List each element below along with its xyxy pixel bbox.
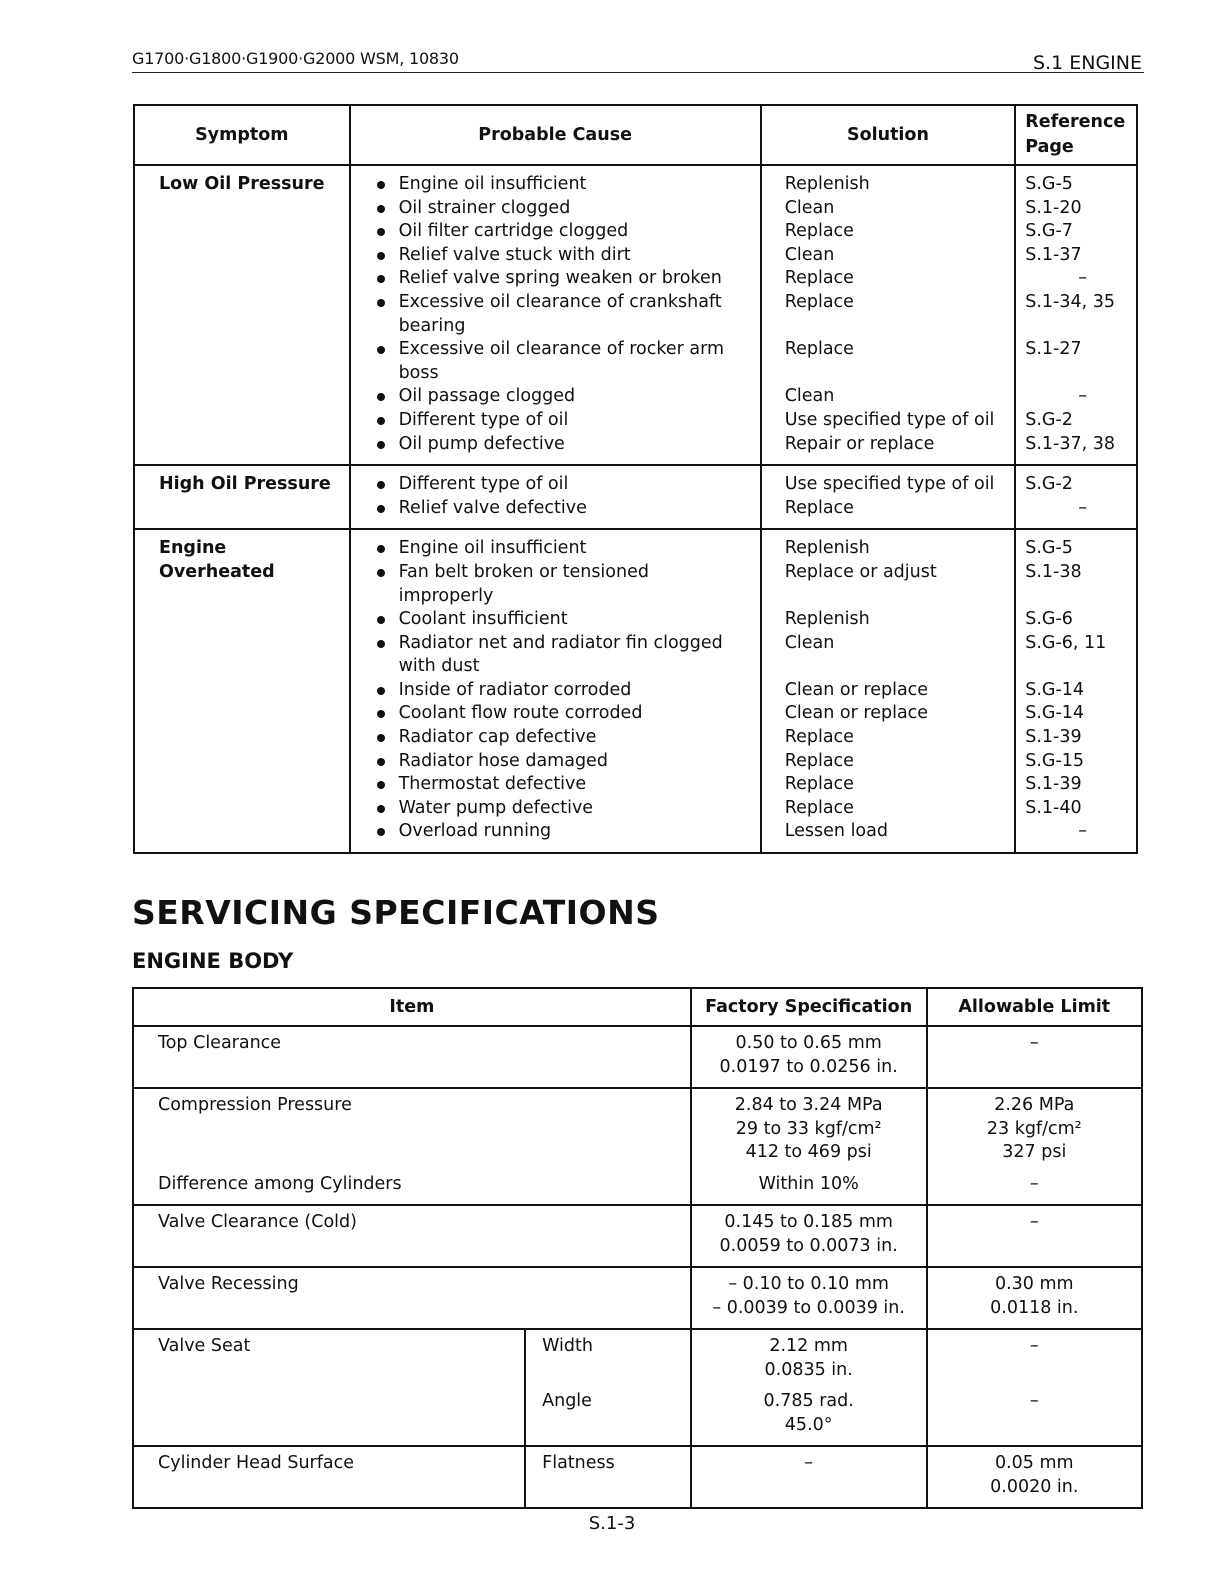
header-section: S.1 ENGINE (1033, 52, 1142, 74)
spec-row (133, 1446, 1142, 1508)
spec-sub-cell (525, 1446, 691, 1508)
symptom-label: Low Oil Pressure (159, 174, 325, 194)
reference-item: S.G-7 (1025, 221, 1073, 242)
spec-row (133, 1267, 1142, 1329)
allowable-limit-value: 23 kgf/cm² (986, 1118, 1082, 1139)
symptom-label: Overheated (159, 561, 275, 582)
cause-item: Engine oil insufficient (374, 537, 759, 561)
solution-item: Replace (784, 497, 854, 518)
solution-item: Replace (784, 291, 854, 312)
spec-sub-label: Flatness (542, 1453, 615, 1473)
allowable-limit-value: 0.0020 in. (990, 1476, 1079, 1497)
solution-item: Replace (784, 339, 854, 360)
solution-item: Replace (784, 797, 854, 818)
solution-item: Replace or adjust (784, 561, 937, 582)
spacer (542, 1382, 689, 1390)
cause-item: Relief valve stuck with dirt (374, 244, 759, 268)
factory-spec-value: 2.12 mm (769, 1336, 848, 1356)
spec-item-label: Compression Pressure (158, 1095, 352, 1115)
spec-sub-cell (525, 1329, 691, 1446)
symptom-cell (134, 529, 350, 853)
cause-item: Thermostat defective (374, 773, 759, 797)
cause-item: Excessive oil clearance of rocker arm (374, 338, 759, 362)
cause-item: Coolant insufficient (374, 608, 759, 632)
factory-spec-value: 2.84 to 3.24 MPa (734, 1095, 883, 1115)
spacer (693, 1165, 925, 1173)
reference-dash: – (1078, 268, 1087, 289)
factory-spec-value: 0.0059 to 0.0073 in. (719, 1235, 898, 1256)
engine-body-subtitle: ENGINE BODY (132, 949, 294, 973)
solution-item: Use specified type of oil (784, 474, 995, 495)
spec-item-label: Cylinder Head Surface (158, 1453, 355, 1473)
reference-item: S.1-39 (1025, 727, 1082, 748)
reference-item (1025, 497, 1135, 521)
solution-item (785, 655, 1014, 679)
cause-item: Radiator hose damaged (374, 750, 759, 774)
spec-item-cell (133, 1205, 691, 1267)
spacer (929, 1382, 1140, 1390)
spec-row (133, 1329, 1142, 1446)
reference-item (1025, 385, 1135, 409)
reference-item: S.1-39 (1025, 774, 1082, 795)
cause-item: Fan belt broken or tensioned (374, 561, 759, 585)
cause-item: Water pump defective (374, 797, 759, 821)
reference-dash: – (1078, 386, 1087, 407)
cause-item: Coolant flow route corroded (374, 702, 759, 726)
factory-spec-cell (691, 1205, 927, 1267)
specifications-table (132, 987, 1143, 1509)
reference-item: S.1-20 (1025, 197, 1082, 218)
reference-item: S.1-40 (1025, 797, 1082, 818)
spec-item-cell (133, 1026, 691, 1088)
solution-item: Clean (784, 386, 835, 407)
solution-item: Clean (784, 244, 835, 265)
reference-item (1025, 585, 1135, 609)
reference-item: S.1-27 (1025, 339, 1082, 360)
allowable-limit-value: – (1029, 1336, 1039, 1356)
spec-item-label: Valve Clearance (Cold) (158, 1212, 357, 1232)
spacer (929, 1235, 1140, 1259)
cause-continuation: bearing (398, 315, 466, 336)
factory-spec-value: 45.0° (784, 1414, 833, 1435)
probable-cause-cell (350, 465, 761, 529)
spec-item-cell (133, 1267, 691, 1329)
cause-item: Oil passage clogged (374, 385, 759, 409)
spec-row (133, 1026, 1142, 1088)
spacer (158, 1118, 689, 1142)
factory-spec-value: – 0.10 to 0.10 mm (728, 1274, 889, 1294)
reference-item: S.G-5 (1025, 174, 1073, 194)
solution-item: Lessen load (784, 821, 888, 842)
symptom-label: Engine (159, 538, 227, 559)
spacer (929, 1165, 1140, 1173)
cause-continuation: improperly (398, 585, 494, 606)
solution-item (785, 315, 1014, 339)
cause-item: Engine oil insufficient (374, 173, 759, 197)
factory-spec-value: 412 to 469 psi (745, 1142, 872, 1162)
spacer (158, 1235, 689, 1259)
factory-spec-cell (691, 1088, 927, 1205)
troubleshooting-row (134, 465, 1137, 529)
col-header-reference-line1: Reference (1025, 112, 1126, 132)
cause-continuation: with dust (398, 656, 480, 677)
factory-spec-cell (691, 1267, 927, 1329)
allowable-limit-cell (927, 1446, 1142, 1508)
cause-item: Oil pump defective (374, 433, 759, 457)
factory-spec-value: – 0.0039 to 0.0039 in. (712, 1297, 905, 1318)
factory-spec-value: 29 to 33 kgf/cm² (735, 1118, 882, 1139)
reference-item: S.1-34, 35 (1025, 291, 1116, 312)
allowable-limit-value: – (1029, 1391, 1039, 1411)
solution-cell (761, 529, 1016, 853)
spec-item-label: Valve Seat (158, 1336, 251, 1356)
factory-spec-value: 0.0197 to 0.0256 in. (719, 1056, 898, 1077)
reference-item (1025, 267, 1135, 291)
cause-item: Oil strainer clogged (374, 197, 759, 221)
cause-item: Oil filter cartridge clogged (374, 220, 759, 244)
symptom-cell (134, 165, 350, 465)
reference-item (1025, 655, 1135, 679)
allowable-limit-cell (927, 1329, 1142, 1446)
spacer (158, 1056, 689, 1080)
reference-item (1025, 315, 1135, 339)
solution-item: Replenish (784, 609, 870, 630)
reference-item: S.G-2 (1025, 474, 1073, 495)
spacer (542, 1476, 689, 1500)
col-header-reference-line2: Page (1025, 137, 1074, 157)
spec-row (133, 1088, 1142, 1205)
spacer (929, 1056, 1140, 1080)
spec-item-label: Top Clearance (158, 1033, 282, 1053)
solution-cell (761, 165, 1016, 465)
header-rule (132, 72, 1144, 73)
reference-item: S.G-5 (1025, 538, 1073, 559)
factory-spec-cell (691, 1026, 927, 1088)
col-header-solution: Solution (761, 105, 1016, 165)
probable-cause-cell (350, 529, 761, 853)
cause-item: Different type of oil (374, 409, 759, 433)
reference-dash: – (1078, 821, 1087, 842)
solution-item: Replace (784, 750, 854, 771)
allowable-limit-cell (927, 1088, 1142, 1205)
spec-item-cell (133, 1088, 691, 1205)
reference-item: S.G-14 (1025, 703, 1085, 724)
factory-spec-cell (691, 1446, 927, 1508)
factory-spec-value: 0.785 rad. (763, 1391, 854, 1411)
col-header-reference-page (1015, 105, 1137, 165)
col-header-allowable-limit: Allowable Limit (927, 988, 1142, 1026)
solution-item (785, 585, 1014, 609)
allowable-limit-value: – (1029, 1033, 1039, 1053)
reference-page-cell (1015, 465, 1137, 529)
solution-item: Clean (784, 632, 835, 653)
solution-item: Clean (784, 197, 835, 218)
cause-item: Overload running (374, 820, 759, 844)
allowable-limit-value: 2.26 MPa (994, 1095, 1075, 1115)
solution-item: Repair or replace (784, 433, 935, 454)
reference-page-cell (1015, 529, 1137, 853)
solution-item: Replace (784, 727, 854, 748)
spec-item-cell (133, 1329, 525, 1446)
spacer (693, 1476, 925, 1500)
allowable-limit-value: 0.0118 in. (990, 1297, 1079, 1318)
troubleshooting-row (134, 529, 1137, 853)
cause-item: Different type of oil (374, 473, 759, 497)
col-header-factory-specification: Factory Specification (691, 988, 927, 1026)
solution-item: Clean or replace (784, 679, 929, 700)
allowable-limit-cell (927, 1026, 1142, 1088)
spacer (929, 1414, 1140, 1438)
header-document-id: G1700·G1800·G1900·G2000 WSM, 10830 (132, 49, 459, 68)
page-number: S.1-3 (588, 1513, 636, 1534)
factory-spec-value: 0.145 to 0.185 mm (724, 1212, 893, 1232)
spec-item-label: Difference among Cylinders (158, 1173, 402, 1194)
spacer (158, 1165, 689, 1173)
symptom-label: High Oil Pressure (159, 474, 331, 495)
allowable-limit-value: 0.05 mm (994, 1453, 1074, 1473)
troubleshooting-table (133, 104, 1138, 854)
reference-dash: – (1078, 497, 1087, 518)
solution-item: Clean or replace (784, 703, 929, 724)
reference-item: S.1-37, 38 (1025, 433, 1116, 454)
spacer (158, 1297, 689, 1321)
allowable-limit-value: 327 psi (1002, 1142, 1067, 1162)
factory-spec-value: 0.0835 in. (764, 1359, 853, 1380)
factory-spec-cell (691, 1329, 927, 1446)
spec-item-label: Valve Recessing (158, 1274, 299, 1294)
reference-item: S.1-38 (1025, 561, 1082, 582)
reference-item: S.G-6 (1025, 609, 1073, 630)
factory-spec-value: – (804, 1453, 814, 1473)
allowable-limit-value: – (1029, 1212, 1039, 1232)
solution-item (785, 362, 1014, 386)
spacer (542, 1359, 689, 1383)
solution-item: Replace (784, 221, 854, 242)
spacer (693, 1382, 925, 1390)
specifications-header-row (133, 988, 1142, 1026)
troubleshooting-row (134, 165, 1137, 465)
solution-item: Replenish (784, 538, 870, 559)
troubleshooting-header-row (134, 105, 1137, 165)
spec-row (133, 1205, 1142, 1267)
solution-cell (761, 465, 1016, 529)
servicing-specifications-title: SERVICING SPECIFICATIONS (132, 893, 660, 932)
spec-item-cell (133, 1446, 525, 1508)
factory-spec-value: Within 10% (758, 1173, 859, 1194)
cause-item: Radiator net and radiator fin clogged (374, 632, 759, 656)
cause-item: Excessive oil clearance of crankshaft (374, 291, 759, 315)
allowable-limit-cell (927, 1267, 1142, 1329)
cause-item: Relief valve spring weaken or broken (374, 267, 759, 291)
cause-continuation: boss (398, 362, 439, 383)
reference-item: S.G-2 (1025, 409, 1073, 430)
spacer (929, 1359, 1140, 1383)
reference-item: S.G-15 (1025, 750, 1085, 771)
allowable-limit-value: – (1029, 1173, 1039, 1194)
solution-item: Replenish (784, 174, 870, 194)
reference-item (1025, 820, 1135, 844)
spacer (542, 1414, 689, 1438)
cause-item: Inside of radiator corroded (374, 679, 759, 703)
cause-item: Relief valve defective (374, 497, 759, 521)
solution-item: Use specified type of oil (784, 409, 995, 430)
spacer (158, 1141, 689, 1165)
symptom-cell (134, 465, 350, 529)
reference-item: S.G-14 (1025, 679, 1085, 700)
col-header-item: Item (133, 988, 691, 1026)
col-header-symptom: Symptom (134, 105, 350, 165)
reference-item: S.G-6, 11 (1025, 632, 1107, 653)
reference-item: S.1-37 (1025, 244, 1082, 265)
allowable-limit-cell (927, 1205, 1142, 1267)
col-header-probable-cause: Probable Cause (350, 105, 761, 165)
probable-cause-cell (350, 165, 761, 465)
cause-item: Radiator cap defective (374, 726, 759, 750)
reference-item (1025, 362, 1135, 386)
solution-item: Replace (784, 774, 854, 795)
spec-sub-label: Angle (542, 1391, 592, 1411)
allowable-limit-value: 0.30 mm (994, 1274, 1074, 1294)
solution-item: Replace (784, 268, 854, 289)
spec-sub-label: Width (542, 1336, 593, 1356)
factory-spec-value: 0.50 to 0.65 mm (735, 1033, 882, 1053)
reference-page-cell (1015, 165, 1137, 465)
